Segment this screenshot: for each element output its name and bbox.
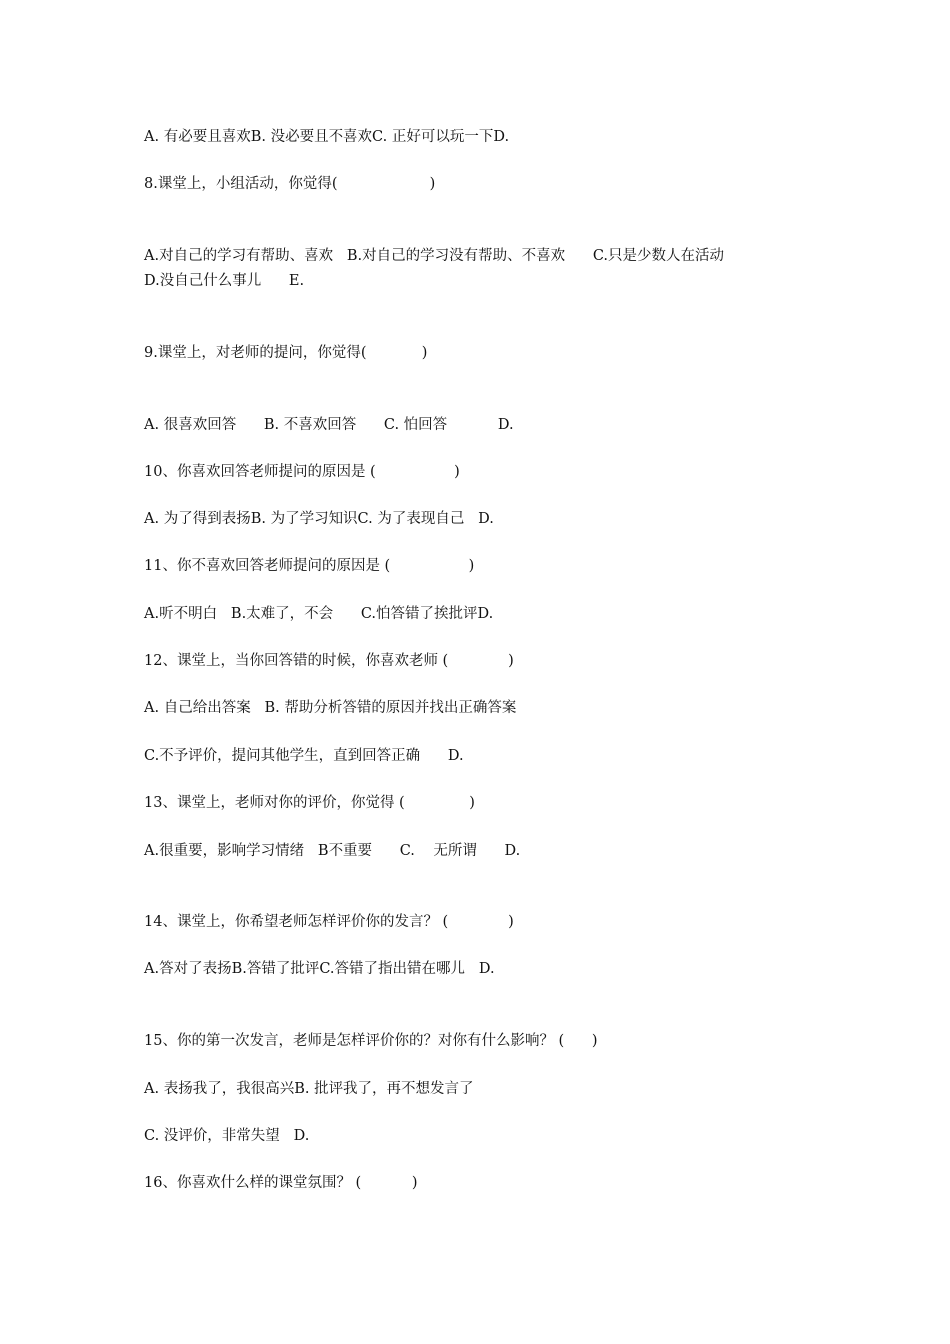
q9-question: 9.课堂上，对老师的提问，你觉得( )	[144, 345, 428, 361]
q11-options: A.听不明白 B.太难了，不会 C.怕答错了挨批评D.	[144, 606, 494, 622]
q14-options: A.答对了表扬B.答错了批评C.答错了指出错在哪儿 D.	[144, 961, 495, 977]
q16-question: 16、你喜欢什么样的课堂氛围？ ( )	[144, 1175, 418, 1191]
q13-options: A.很重要，影响学习情绪 B不重要 C. 无所谓 D.	[144, 843, 521, 859]
q15-options-line1: A. 表扬我了，我很高兴B. 批评我了，再不想发言了	[144, 1081, 474, 1097]
q15-options-line2: C. 没评价，非常失望 D.	[144, 1128, 310, 1144]
q13-question: 13、课堂上，老师对你的评价，你觉得 ( )	[144, 795, 475, 811]
q10-question: 10、你喜欢回答老师提问的原因是 ( )	[144, 464, 460, 480]
q10-options: A. 为了得到表扬B. 为了学习知识C. 为了表现自己 D.	[144, 511, 494, 527]
q15-question: 15、你的第一次发言，老师是怎样评价你的？对你有什么影响？ ( )	[144, 1033, 598, 1049]
q8-question: 8.课堂上，小组活动，你觉得( )	[144, 176, 436, 192]
q14-question: 14、课堂上，你希望老师怎样评价你的发言？ ( )	[144, 914, 514, 930]
q8-options-line2: D.没自己什么事儿 E.	[144, 273, 305, 289]
q7-options: A. 有必要且喜欢B. 没必要且不喜欢C. 正好可以玩一下D.	[144, 129, 510, 145]
q9-options: A. 很喜欢回答 B. 不喜欢回答 C. 怕回答 D.	[144, 417, 514, 433]
q11-question: 11、你不喜欢回答老师提问的原因是 ( )	[144, 558, 475, 574]
q12-options-line2: C.不予评价，提问其他学生，直到回答正确 D.	[144, 748, 464, 764]
q8-options-line1: A.对自己的学习有帮助、喜欢 B.对自己的学习没有帮助、不喜欢 C.只是少数人在活动	[144, 248, 725, 264]
q12-options-line1: A. 自己给出答案 B. 帮助分析答错的原因并找出正确答案	[144, 700, 517, 716]
q12-question: 12、课堂上，当你回答错的时候，你喜欢老师 ( )	[144, 653, 514, 669]
